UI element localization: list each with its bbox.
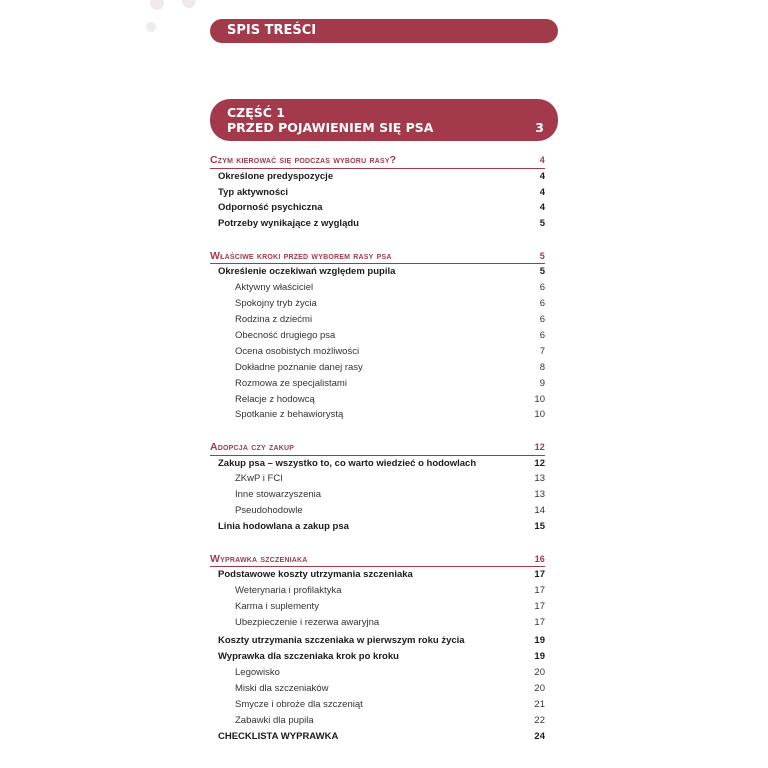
entry-label: Miski dla szczeniaków <box>235 683 329 694</box>
entry-page: 4 <box>539 187 545 198</box>
toc-entry[interactable] <box>235 344 545 360</box>
toc-entry[interactable] <box>235 487 545 503</box>
entry-label: Określone predyspozycje <box>218 171 334 182</box>
entry-label: Spotkanie z behawiorystą <box>235 409 344 420</box>
entry-page: 7 <box>539 346 545 357</box>
entry-page: 9 <box>539 378 545 389</box>
toc-entry[interactable] <box>235 296 545 312</box>
toc-section[interactable] <box>210 152 545 168</box>
paw-print-icon <box>182 0 196 8</box>
section-title: Adopcja czy zakup <box>210 441 295 453</box>
entry-label: Linia hodowlana a zakup psa <box>218 521 349 532</box>
entry-page: 20 <box>534 683 545 694</box>
toc-entry[interactable] <box>235 665 545 681</box>
toc-title: SPIS TREŚCI <box>227 23 317 38</box>
entry-label: Pseudohodowle <box>235 505 303 516</box>
toc-entry[interactable] <box>218 169 545 185</box>
entry-page: 17 <box>534 617 545 628</box>
paw-print-icon <box>150 0 164 10</box>
entry-label: Obecność drugiego psa <box>235 330 336 341</box>
entry-label: ZKwP i FCI <box>235 473 283 484</box>
toc-section[interactable] <box>210 551 545 567</box>
toc-entry[interactable] <box>235 280 545 296</box>
entry-label: Karma i suplementy <box>235 601 319 612</box>
section-title: Czym kierować się podczas wyboru rasy? <box>210 154 397 166</box>
entry-label: Potrzeby wynikające z wyglądu <box>218 218 359 229</box>
toc-entry[interactable] <box>235 599 545 615</box>
entry-label: Spokojny tryb życia <box>235 298 317 309</box>
entry-label: Podstawowe koszty utrzymania szczeniaka <box>218 569 413 580</box>
toc-entry[interactable] <box>235 471 545 487</box>
toc-entry[interactable] <box>235 713 545 729</box>
toc-entry[interactable] <box>235 328 545 344</box>
toc-entry[interactable] <box>218 519 545 535</box>
toc-entry[interactable] <box>235 392 545 408</box>
section-title: Właściwe kroki przed wyborem rasy psa <box>210 250 392 262</box>
toc-entry[interactable] <box>235 615 545 631</box>
entry-page: 14 <box>534 505 545 516</box>
entry-label: Weterynaria i profilaktyka <box>235 585 342 596</box>
entry-page: 19 <box>534 651 545 662</box>
toc-section[interactable] <box>210 248 545 264</box>
toc-title-banner <box>210 19 558 43</box>
entry-page: 5 <box>539 266 545 277</box>
toc-entry[interactable] <box>218 633 545 649</box>
entry-label: Ubezpieczenie i rezerwa awaryjna <box>235 617 380 628</box>
entry-page: 13 <box>534 489 545 500</box>
entry-label: Zakup psa – wszystko to, co warto wiedzieć o hodowlach <box>218 458 477 469</box>
toc-entry[interactable] <box>235 503 545 519</box>
entry-page: 6 <box>539 298 545 309</box>
entry-label: CHECKLISTA WYPRAWKA <box>218 731 339 742</box>
section-page: 12 <box>534 442 545 452</box>
toc-entry[interactable] <box>218 649 545 665</box>
entry-page: 8 <box>539 362 545 373</box>
entry-label: Rodzina z dziećmi <box>235 314 313 325</box>
entry-label: Aktywny właściciel <box>235 282 314 293</box>
entry-page: 17 <box>534 601 545 612</box>
entry-page: 10 <box>534 409 545 420</box>
entry-label: Koszty utrzymania szczeniaka w pierwszym roku życia <box>218 635 465 646</box>
entry-page: 21 <box>534 699 545 710</box>
entry-label: Relacje z hodowcą <box>235 394 315 405</box>
entry-label: Określenie oczekiwań względem pupila <box>218 266 396 277</box>
entry-page: 17 <box>534 585 545 596</box>
entry-page: 6 <box>539 282 545 293</box>
toc-entry[interactable] <box>218 200 545 216</box>
toc-entry[interactable] <box>235 312 545 328</box>
entry-label: Zabawki dla pupila <box>235 715 314 726</box>
toc-entry[interactable] <box>235 407 545 423</box>
entry-page: 5 <box>539 218 545 229</box>
entry-page: 4 <box>539 171 545 182</box>
entry-page: 20 <box>534 667 545 678</box>
entry-label: Ocena osobistych możliwości <box>235 346 360 357</box>
section-page: 5 <box>539 251 545 261</box>
part-banner <box>210 99 558 141</box>
toc-entry[interactable] <box>218 185 545 201</box>
toc-entry[interactable] <box>218 567 545 583</box>
part-title: PRZED POJAWIENIEM SIĘ PSA <box>227 120 434 135</box>
toc-entry[interactable] <box>235 681 545 697</box>
entry-label: Typ aktywności <box>218 187 289 198</box>
paw-print-icon <box>146 22 156 32</box>
section-page: 4 <box>539 155 545 165</box>
entry-page: 13 <box>534 473 545 484</box>
entry-page: 22 <box>534 715 545 726</box>
entry-page: 10 <box>534 394 545 405</box>
entry-page: 6 <box>539 330 545 341</box>
entry-label: Inne stowarzyszenia <box>235 489 322 500</box>
toc-entry[interactable] <box>218 264 545 280</box>
entry-label: Rozmowa ze specjalistami <box>235 378 347 389</box>
entry-page: 17 <box>534 569 545 580</box>
entry-label: Smycze i obroże dla szczeniąt <box>235 699 363 710</box>
part-number: CZĘŚĆ 1 <box>227 105 286 120</box>
entry-page: 12 <box>534 458 545 469</box>
entry-page: 6 <box>539 314 545 325</box>
entry-page: 24 <box>534 731 545 742</box>
entry-page: 19 <box>534 635 545 646</box>
entry-label: Dokładne poznanie danej rasy <box>235 362 363 373</box>
toc-entry[interactable] <box>218 729 545 745</box>
entry-label: Legowisko <box>235 667 280 678</box>
toc-entry[interactable] <box>235 697 545 713</box>
entry-label: Odporność psychiczna <box>218 202 323 213</box>
entry-page: 15 <box>534 521 545 532</box>
toc-entry[interactable] <box>235 583 545 599</box>
toc-entry[interactable] <box>218 216 545 232</box>
toc-entry[interactable] <box>218 456 545 472</box>
part-page: 3 <box>535 120 544 135</box>
entry-label: Wyprawka dla szczeniaka krok po kroku <box>218 651 399 662</box>
toc-section[interactable] <box>210 439 545 455</box>
entry-page: 4 <box>539 202 545 213</box>
toc-entry[interactable] <box>235 376 545 392</box>
toc-entry[interactable] <box>235 360 545 376</box>
section-page: 16 <box>534 554 545 564</box>
section-title: Wyprawka szczeniaka <box>210 553 308 565</box>
